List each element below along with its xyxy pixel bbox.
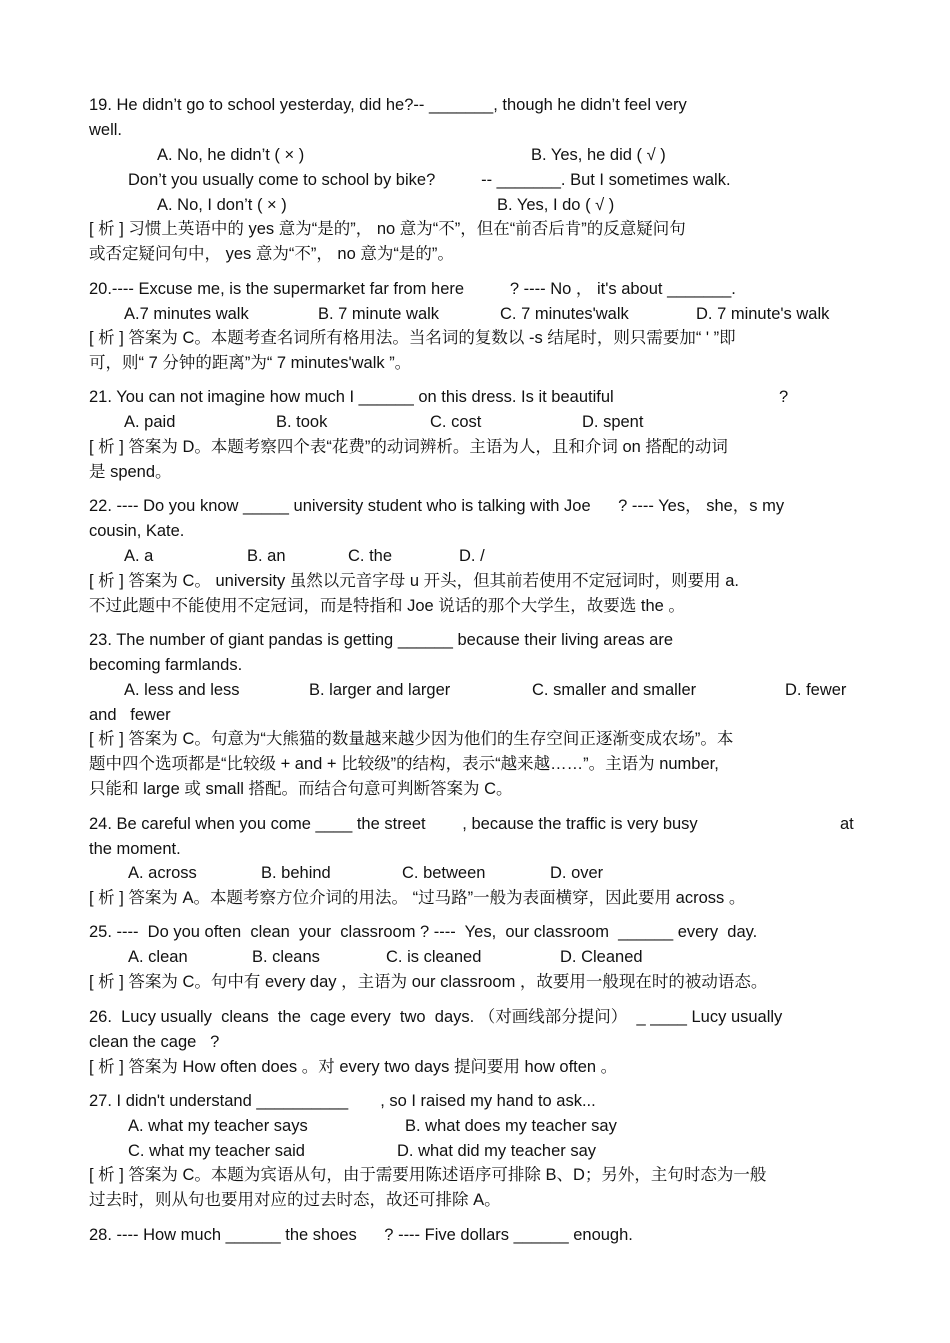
q25-option-b: B. cleans xyxy=(252,948,320,966)
q21-option-d: D. spent xyxy=(582,413,644,431)
q23-explanation-cont2: 只能和 large 或 small 搭配。而结合句意可判断答案为 C。 xyxy=(89,780,513,798)
q27-option-c: C. what my teacher said xyxy=(128,1142,305,1160)
question-26-stem-cont: clean the cage ? xyxy=(89,1033,220,1051)
q23-option-d: D. fewer xyxy=(785,681,847,699)
q25-option-a: A. clean xyxy=(128,948,188,966)
q22-option-a: A. a xyxy=(124,547,154,565)
q19-option-b: B. Yes, he did ( √ ) xyxy=(531,146,666,164)
q21-option-c: C. cost xyxy=(430,413,482,431)
q27-explanation-cont: 过去时，则从句也要用对应的过去时态，故还可排除 A。 xyxy=(89,1191,501,1209)
q22-explanation: [ 析 ] 答案为 C。 university 虽然以元音字母 u 开头，但其前若使用不定冠词时，则要用 a. xyxy=(89,572,739,590)
q25-option-d: D. Cleaned xyxy=(560,948,643,966)
q26-explanation: [ 析 ] 答案为 How often does 。对 every two days 提问要用 how often 。 xyxy=(89,1058,618,1076)
question-22-stem-cont: cousin, Kate. xyxy=(89,522,185,540)
question-23-stem: 23. The number of giant pandas is getting ______ because their living areas are xyxy=(89,631,674,649)
question-24-stem: 24. Be careful when you come ____ the street , because the traffic is very busy xyxy=(89,815,698,833)
question-22-stem: 22. ---- Do you know _____ university student who is talking with Joe ? ---- Yes， she，s my xyxy=(89,497,785,515)
q19-example: Don’t you usually come to school by bike? -- _______. But I sometimes walk. xyxy=(128,171,731,189)
q20-option-a: A.7 minutes walk xyxy=(124,305,249,323)
q20-option-d: D. 7 minute's walk xyxy=(696,305,830,323)
q23-option-c: C. smaller and smaller xyxy=(532,681,697,699)
question-25-stem: 25. ---- Do you often clean your classroom ? ---- Yes, our classroom ______ every day. xyxy=(89,923,758,941)
question-24-stem-at: at xyxy=(840,815,854,833)
question-21-stem: 21. You can not imagine how much I ______ on this dress. Is it beautiful xyxy=(89,388,614,406)
question-20-stem: 20.---- Excuse me, is the supermarket far from here ? ---- No ， it's about _______. xyxy=(89,280,736,298)
question-19-stem: 19. He didn’t go to school yesterday, did he?-- _______, though he didn’t feel very xyxy=(89,96,687,114)
question-19-stem-cont: well. xyxy=(89,121,123,139)
q22-option-c: C. the xyxy=(348,547,393,565)
q19-example-option-b: B. Yes, I do ( √ ) xyxy=(497,196,615,214)
q23-explanation-cont: 题中四个选项都是“比较级 + and + 比较级”的结构，表示“越来越……”。主语为 number, xyxy=(89,755,719,773)
question-23-stem-cont: becoming farmlands. xyxy=(89,656,243,674)
q22-explanation-cont: 不过此题中不能使用不定冠词，而是特指和 Joe 说话的那个大学生，故要选 the 。 xyxy=(89,597,685,615)
q20-explanation-cont: 可，则“ 7 分钟的距离”为“ 7 minutes'walk ”。 xyxy=(89,354,412,372)
q24-option-b: B. behind xyxy=(261,864,331,882)
q24-option-c: C. between xyxy=(402,864,486,882)
q24-option-a: A. across xyxy=(128,864,197,882)
q23-option-b: B. larger and larger xyxy=(309,681,451,699)
q21-explanation-cont: 是 spend。 xyxy=(89,463,172,481)
q19-example-option-a: A. No, I don’t ( × ) xyxy=(157,196,287,214)
question-28-stem: 28. ---- How much ______ the shoes ? ---- Five dollars ______ enough. xyxy=(89,1226,633,1244)
q24-explanation: [ 析 ] 答案为 A。本题考察方位介词的用法。 “过马路”一般为表面横穿，因此要用 across 。 xyxy=(89,889,746,907)
q27-option-d: D. what did my teacher say xyxy=(397,1142,596,1160)
q22-option-b: B. an xyxy=(247,547,286,565)
q25-explanation: [ 析 ] 答案为 C。句中有 every day ，主语为 our classroom ，故要用一般现在时的被动语态。 xyxy=(89,973,768,991)
question-27-stem: 27. I didn't understand __________ , so I raised my hand to ask... xyxy=(89,1092,596,1110)
q27-explanation: [ 析 ] 答案为 C。本题为宾语从句，由于需要用陈述语序可排除 B、D；另外，主句时态为一般 xyxy=(89,1166,767,1184)
q27-option-b: B. what does my teacher say xyxy=(405,1117,617,1135)
q23-explanation: [ 析 ] 答案为 C。句意为“大熊猫的数量越来越少因为他们的生存空间正逐渐变成农场”。本 xyxy=(89,730,734,748)
q19-explanation: [ 析 ] 习惯上英语中的 yes 意为“是的”， no 意为“不”，但在“前否后肯”的反意疑问句 xyxy=(89,220,686,238)
q24-option-d: D. over xyxy=(550,864,604,882)
q27-option-a: A. what my teacher says xyxy=(128,1117,308,1135)
q22-option-d: D. / xyxy=(459,547,485,565)
question-21-stem-mark: ? xyxy=(779,388,789,406)
q21-explanation: [ 析 ] 答案为 D。本题考察四个表“花费”的动词辨析。主语为人，且和介词 on 搭配的动词 xyxy=(89,438,728,456)
q19-option-a: A. No, he didn’t ( × ) xyxy=(157,146,305,164)
q21-option-a: A. paid xyxy=(124,413,176,431)
q25-option-c: C. is cleaned xyxy=(386,948,482,966)
q21-option-b: B. took xyxy=(276,413,328,431)
q23-option-a: A. less and less xyxy=(124,681,240,699)
q20-option-b: B. 7 minute walk xyxy=(318,305,440,323)
q23-option-d-cont: and fewer xyxy=(89,706,171,724)
q20-explanation: [ 析 ] 答案为 C。本题考查名词所有格用法。当名词的复数以 -s 结尾时，则只需要加“ ' ”即 xyxy=(89,329,736,347)
question-26-stem: 26. Lucy usually cleans the cage every two days. （对画线部分提问） _ ____ Lucy usually xyxy=(89,1008,783,1026)
q20-option-c: C. 7 minutes'walk xyxy=(500,305,629,323)
question-24-stem-cont: the moment. xyxy=(89,840,181,858)
q19-explanation-cont: 或否定疑问句中， yes 意为“不”， no 意为“是的”。 xyxy=(89,245,454,263)
